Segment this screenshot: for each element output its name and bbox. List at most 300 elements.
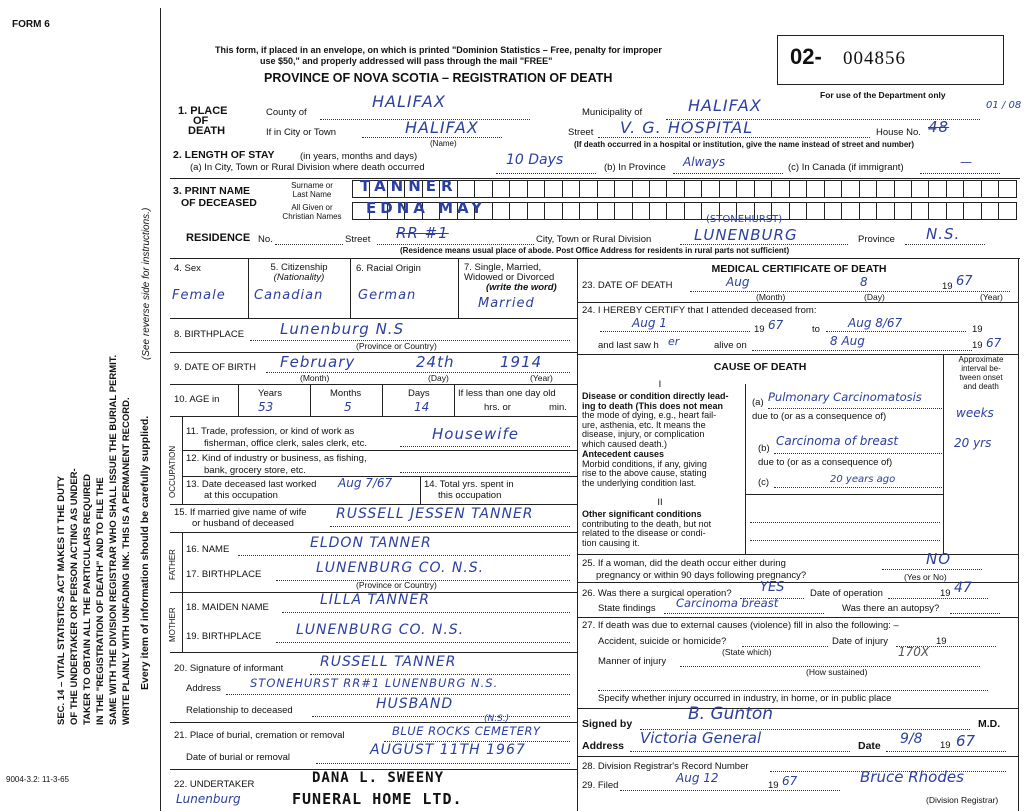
pregnancy-value: NO (926, 550, 952, 568)
alive-on-value: 8 Aug (830, 334, 865, 348)
burial-ns-note: (N.S.) (484, 714, 510, 724)
signature-bottom (577, 756, 1018, 757)
municipality-label: Municipality of (582, 107, 643, 118)
burial-place-label: 21. Place of burial, cremation or removal (174, 730, 345, 741)
surname-value: TANNER (360, 177, 458, 195)
cause-b-line (774, 453, 942, 454)
father-name-value: ELDON TANNER (310, 535, 432, 551)
row-19-bottom (170, 652, 577, 653)
last-worked-divider (420, 476, 421, 504)
pregnancy-label-1: 25. If a woman, did the death occur either during (582, 558, 786, 569)
pregnancy-label-2: pregnancy or within 90 days following pregnancy? (596, 570, 807, 581)
row-15-bottom (170, 532, 577, 533)
dob-year-value: 1914 (500, 353, 543, 371)
other-2: contributing to the death, but not (582, 518, 712, 529)
age-col-1 (238, 384, 239, 416)
sign-nineteen: 19 (940, 740, 951, 751)
registrar-signature: Bruce Rhodes (860, 768, 964, 786)
dod-year-sublabel: (Year) (980, 292, 1003, 302)
side-line-1: SEC. 14 – VITAL STATISTICS ACT MAKES IT THE DUTY (56, 475, 67, 725)
marital-value: Married (478, 296, 535, 311)
spouse-label-2: or husband of deceased (192, 518, 294, 529)
mail-notice-1: This form, if placed in an envelope, on which is printed "Dominion Statistics – Free, penalty for improper (215, 45, 662, 55)
sex-label: 4. Sex (174, 263, 201, 274)
specify-line (598, 690, 988, 691)
pregnancy-label (582, 558, 806, 582)
total-years-label (424, 479, 514, 501)
interval-header (944, 355, 1018, 391)
cause-a-line (768, 408, 942, 409)
interval-3: tween onset (959, 373, 1003, 382)
row-11-bottom (182, 450, 577, 451)
trade-label-2: fisherman, office clerk, sales clerk, etc. (204, 438, 367, 449)
row-26-bottom (577, 617, 1018, 618)
alive-on-line (752, 350, 972, 351)
birthplace-sublabel: (Province or Country) (356, 341, 437, 351)
date-label: Date (858, 740, 881, 752)
sign-year-value: 67 (956, 732, 976, 750)
dob-year-sublabel: (Year) (530, 373, 553, 383)
industry-label (186, 453, 367, 477)
marital-label-2: Widowed or Divorced (464, 272, 555, 283)
hrs-label: hrs. or (484, 402, 511, 413)
surname-label-line2: Last Name (292, 190, 332, 199)
stay-b-line (673, 173, 783, 174)
relationship-label: Relationship to deceased (186, 705, 293, 716)
industry-line (400, 472, 570, 473)
form-number: FORM 6 (12, 19, 50, 30)
mother-birthplace-label: 19. BIRTHPLACE (186, 631, 262, 642)
street-label: Street (568, 127, 594, 138)
stay-a-label: (a) In City, Town or Rural Division where death occurred (190, 162, 425, 173)
father-name-line (238, 555, 570, 556)
marital-label-3: (write the word) (486, 282, 557, 293)
industry-label-1: 12. Kind of industry or business, as fishing, (186, 453, 367, 464)
length-of-stay-units: (in years, months and days) (300, 151, 418, 162)
main-divider (577, 258, 578, 811)
sign-address-line (630, 751, 850, 752)
print-code: 9004-3.2: 11-3-65 (6, 775, 70, 784)
roman-one: I (658, 379, 662, 390)
place-label-2: OF (193, 115, 209, 127)
place-label-3: DEATH (188, 125, 226, 137)
certify-from-line (600, 331, 750, 332)
side-line-8: (See reverse side for instructions.) (141, 207, 152, 360)
occupation-label: OCCUPATION (168, 445, 177, 498)
stay-a-value: 10 Days (506, 152, 564, 168)
spouse-value: RUSSELL JESSEN TANNER (336, 506, 534, 522)
residence-city-label: City, Town or Rural Division (536, 234, 652, 245)
citizenship-value: Canadian (254, 288, 324, 303)
father-birthplace-value: LUNENBURG CO. N.S. (316, 560, 485, 576)
mail-notice-2: use $50," and properly addressed will pass through the mail "FREE" (260, 56, 553, 66)
row-4-bottom (170, 318, 577, 319)
house-number-label: House No. (876, 127, 921, 138)
sex-divider (248, 258, 249, 318)
cause-direct-4: ure, asthenia, etc. It means the (582, 419, 706, 430)
findings-label: State findings (598, 603, 656, 614)
trade-label (186, 426, 367, 450)
operation-date-label: Date of operation (810, 588, 883, 599)
racial-origin-value: German (358, 288, 417, 303)
age-days-value: 14 (414, 400, 430, 414)
cause-c-value: 20 years ago (830, 474, 896, 485)
signed-by-value: B. Gunton (688, 704, 774, 724)
residence-city-line (680, 244, 848, 245)
residence-province-line (905, 244, 985, 245)
spouse-line (330, 526, 570, 527)
stay-b-label: (b) In Province (604, 162, 666, 173)
roman-two: II (657, 497, 663, 508)
row-27-bottom (577, 708, 1018, 709)
undertaker-stamp-2: FUNERAL HOME LTD. (292, 790, 463, 808)
age-col-3 (382, 384, 383, 416)
autopsy-line (950, 613, 1000, 614)
accident-label: Accident, suicide or homicide? (598, 636, 727, 647)
findings-line (664, 613, 824, 614)
pregnancy-line (882, 569, 982, 570)
department-use-label: For use of the Department only (820, 90, 946, 100)
mother-birthplace-line (276, 642, 570, 643)
residence-note: (Residence means usual place of abode. Post Office Address for residents in rural parts not sufficient) (400, 246, 790, 255)
citizenship-label-text: 5. Citizenship (270, 262, 328, 273)
sign-date-line (886, 751, 1006, 752)
filed-line (620, 790, 840, 791)
to-label: to (812, 324, 820, 335)
division-registrar-sublabel: (Division Registrar) (926, 795, 999, 805)
informant-line (310, 674, 570, 675)
attend-from-value: Aug 1 (632, 316, 667, 330)
dod-year-value: 67 (956, 274, 973, 289)
right-border (1018, 258, 1019, 811)
age-label: 10. AGE in (174, 394, 220, 405)
injury-note: 170X (898, 645, 930, 659)
street-value: V. G. HOSPITAL (620, 118, 754, 137)
cause-direct-label (582, 392, 729, 449)
due-to-a: due to (or as a consequence of) (752, 411, 887, 422)
spouse-label-1: 15. If married give name of wife (174, 507, 307, 518)
attend-to-nineteen: 19 (972, 324, 983, 335)
attend-from-year: 67 (768, 318, 784, 332)
age-years-value: 53 (258, 400, 274, 414)
relationship-line (312, 716, 570, 717)
alive-nineteen: 19 (972, 340, 983, 351)
city-value: HALIFAX (405, 118, 479, 137)
other-conditions-label (582, 510, 711, 548)
cause-a-letter: (a) (752, 397, 764, 408)
how-sustained-sublabel: (How sustained) (806, 667, 868, 677)
injury-date-label: Date of injury (832, 636, 888, 647)
sign-address-value: Victoria General (640, 729, 762, 747)
date-of-death-label: 23. DATE OF DEATH (582, 280, 673, 291)
industry-label-2: bank, grocery store, etc. (204, 465, 306, 476)
row-23-bottom (577, 302, 1018, 303)
stay-c-label: (c) In Canada (if immigrant) (788, 162, 904, 173)
given-label-line1: All Given or (291, 203, 333, 212)
cause-direct-6: which caused death.) (582, 438, 668, 449)
external-causes-label: 27. If death was due to external causes (violence) fill in also the following: – (582, 620, 899, 631)
surgery-value: YES (760, 580, 785, 595)
age-years-label: Years (258, 388, 282, 399)
birthplace-value: Lunenburg N.S (280, 320, 405, 338)
undertaker-label: 22. UNDERTAKER (174, 779, 255, 790)
cause-c-letter: (c) (758, 477, 770, 488)
side-line-3: TAKER TO OBTAIN ALL THE PARTICULARS REQUIRED (82, 473, 93, 725)
dod-day-sublabel: (Day) (864, 292, 885, 302)
cause-direct-2: ing to death (This does not mean (582, 400, 724, 411)
marital-label-1: 7. Single, Married, (464, 262, 542, 273)
total-years-label-2: this occupation (438, 490, 502, 501)
birthplace-label: 8. BIRTHPLACE (174, 329, 245, 340)
informant-address-line (226, 694, 570, 695)
alive-year-value: 67 (986, 336, 1002, 350)
name-top-rule (170, 178, 1020, 179)
side-line-7: Every item of information should be carefully supplied. (139, 415, 151, 690)
dod-month-sublabel: (Month) (756, 292, 786, 302)
racial-origin-label: 6. Racial Origin (356, 263, 421, 274)
cause-direct-5: disease, injury, or complication (582, 429, 705, 439)
last-worked-label (186, 479, 316, 501)
address-label: Address (582, 740, 625, 752)
print-name-label-2: OF DECEASED (181, 197, 257, 209)
relationship-value: HUSBAND (376, 696, 454, 712)
county-label: County of (266, 107, 307, 118)
citizenship-label (250, 263, 348, 283)
burial-date-value: AUGUST 11TH 1967 (370, 742, 526, 758)
father-name-label: 16. NAME (186, 544, 230, 555)
antecedent-2: Morbid conditions, if any, giving (582, 458, 707, 469)
dob-month-sublabel: (Month) (300, 373, 330, 383)
residence-no-line (275, 244, 343, 245)
total-years-label-1: 14. Total yrs. spent in (424, 479, 514, 490)
undertaker-stamp-1: DANA L. SWEENY (312, 770, 445, 786)
interval-2: interval be- (961, 364, 1001, 373)
father-birthplace-sublabel: (Province or Country) (356, 580, 437, 590)
residence-label: RESIDENCE (186, 232, 251, 244)
marital-label (464, 263, 557, 293)
op-nineteen: 19 (940, 588, 951, 599)
cause-b-value: Carcinoma of breast (776, 434, 899, 448)
pregnancy-sublabel: (Yes or No) (904, 572, 947, 582)
row-10-bottom (170, 416, 577, 417)
filed-label: 29. Filed (582, 780, 619, 791)
mother-maiden-label: 18. MAIDEN NAME (186, 602, 269, 613)
dob-day-value: 24th (416, 353, 455, 371)
other-line-1 (750, 522, 940, 523)
cause-a-value: Pulmonary Carcinomatosis (768, 390, 922, 404)
autopsy-label: Was there an autopsy? (842, 603, 940, 614)
age-days-label: Days (408, 388, 430, 399)
row-20-bottom (170, 722, 577, 723)
dob-day-sublabel: (Day) (428, 373, 449, 383)
given-label-line2: Christian Names (282, 212, 342, 221)
last-saw-label: and last saw h (598, 340, 659, 351)
burial-place-value: BLUE ROCKS CEMETERY (392, 724, 541, 738)
other-3: related to the disease or condi- (582, 528, 706, 538)
form-title: PROVINCE OF NOVA SCOTIA – REGISTRATION OF DEATH (264, 71, 613, 85)
stay-b-value: Always (683, 155, 726, 169)
last-saw-value: er (668, 335, 680, 348)
cause-b-letter: (b) (758, 443, 770, 454)
trade-line (400, 446, 570, 447)
form-left-border (160, 8, 161, 811)
findings-value: Carcinoma breast (676, 596, 779, 610)
city-name-sublabel: (Name) (430, 139, 457, 148)
last-worked-label-2: at this occupation (204, 490, 278, 501)
residence-city-note: (STONEHURST) (706, 214, 783, 225)
age-months-value: 5 (344, 400, 352, 414)
mother-divider (182, 592, 183, 652)
municipality-value: HALIFAX (688, 96, 762, 115)
mother-maiden-line (282, 612, 570, 613)
dob-label: 9. DATE OF BIRTH (174, 362, 256, 373)
residence-street-value: RR #1 (396, 224, 449, 242)
cause-inner-divider (745, 384, 746, 554)
certify-to-line (826, 331, 966, 332)
row-25-bottom (577, 582, 1018, 583)
antecedent-1: Antecedent causes (582, 449, 665, 459)
min-label: min. (549, 402, 567, 413)
father-divider (182, 532, 183, 592)
row-9-bottom (170, 384, 577, 385)
operation-date-line (888, 598, 988, 599)
cause-direct-1: Disease or condition directly lead- (582, 391, 729, 401)
attend-to-value: Aug 8/67 (848, 316, 903, 330)
sign-date-value: 9/8 (900, 731, 923, 747)
dob-month-value: February (280, 353, 356, 371)
main-top-rule (170, 258, 1020, 259)
age-col-2 (310, 384, 311, 416)
other-1: Other significant conditions (582, 509, 702, 519)
last-worked-value: Aug 7/67 (338, 476, 393, 490)
side-line-2: OF THE UNDERTAKER OR PERSON ACTING AS UNDER- (69, 468, 80, 725)
citizenship-divider (350, 258, 351, 318)
residence-no-label: No. (258, 234, 273, 245)
burial-date-line (316, 763, 570, 764)
informant-address-label: Address (186, 683, 221, 694)
trade-value: Housewife (432, 425, 519, 443)
filed-year-value: 67 (782, 774, 798, 788)
state-which-sublabel: (State which) (722, 647, 772, 657)
row-13-bottom (170, 504, 577, 505)
informant-value: RUSSELL TANNER (320, 654, 457, 670)
father-label: FATHER (168, 549, 177, 580)
spouse-label (174, 507, 307, 529)
residence-street-label: Street (345, 234, 371, 245)
antecedent-label (582, 450, 707, 488)
hospital-note: (If death occurred in a hospital or institution, give the name instead of street and number) (574, 140, 915, 149)
stay-c-value: — (960, 155, 972, 169)
interval-b-value: 20 yrs (954, 436, 992, 450)
residence-province-label: Province (858, 234, 895, 245)
print-name-label-1: 3. PRINT NAME (173, 185, 251, 197)
age-months-label: Months (330, 388, 362, 399)
dod-day-value: 8 (860, 275, 868, 289)
department-marks: 01 / 08 (986, 100, 1022, 111)
age-col-4 (454, 384, 455, 416)
length-of-stay-label: 2. LENGTH OF STAY (173, 149, 275, 161)
antecedent-3: rise to the above cause, stating (582, 468, 707, 478)
cause-bottom (577, 554, 1018, 555)
undertaker-location: Lunenburg (176, 792, 241, 806)
mother-birthplace-value: LUNENBURG CO. N.S. (296, 622, 465, 638)
city-label: If in City or Town (266, 127, 337, 138)
given-names-label (276, 203, 348, 221)
certify-label: 24. I HEREBY CERTIFY that I attended deceased from: (582, 305, 817, 316)
surname-label (276, 181, 348, 199)
occupation-divider (182, 416, 183, 504)
dod-nineteen: 19 (942, 281, 953, 292)
interval-a-value: weeks (956, 406, 994, 420)
county-value: HALIFAX (372, 92, 446, 111)
mother-label: MOTHER (168, 607, 177, 642)
side-line-4: IN THE "REGISTRATION OF DEATH" AND TO FILE THE (95, 477, 106, 725)
specify-label: Specify whether injury occurred in industry, in home, or in public place (598, 693, 892, 704)
registration-number: 004856 (843, 48, 906, 69)
interval-4: and death (963, 382, 999, 391)
surgery-label: 26. Was there a surgical operation? (582, 588, 732, 599)
side-line-6: WRITE PLAINLY WITH UNFADING INK. THIS IS A PERMANENT RECORD. (121, 397, 132, 725)
antecedent-bottom (745, 494, 943, 495)
surname-label-line1: Surname or (291, 181, 333, 190)
cause-direct-3: the mode of dying, e.g., heart fail- (582, 410, 717, 420)
interval-1: Approximate (958, 355, 1004, 364)
operation-year-value: 47 (954, 580, 972, 596)
mother-maiden-value: LILLA TANNER (320, 592, 430, 608)
nationality-sublabel: (Nationality) (273, 272, 325, 283)
stay-a-line (496, 173, 596, 174)
filed-value: Aug 12 (676, 771, 719, 785)
alive-on-label: alive on (714, 340, 747, 351)
manner-label: Manner of injury (598, 656, 667, 667)
sex-value: Female (172, 288, 226, 303)
cause-title: CAUSE OF DEATH (713, 361, 807, 373)
city-line (362, 137, 502, 138)
racial-divider (458, 258, 459, 318)
trade-label-1: 11. Trade, profession, or kind of work as (186, 426, 355, 437)
other-4: tion causing it. (582, 537, 640, 548)
burial-date-label: Date of burial or removal (186, 752, 291, 763)
informant-label: 20. Signature of informant (174, 663, 284, 674)
date-of-death-line (690, 291, 1010, 292)
registrar-record-label: 28. Division Registrar's Record Number (582, 761, 749, 772)
filed-nineteen: 19 (768, 780, 779, 791)
injury-nineteen: 19 (936, 636, 947, 647)
informant-address-value: STONEHURST RR#1 LUNENBURG N.S. (250, 676, 499, 690)
cause-c-line (774, 487, 942, 488)
due-to-b: due to (or as a consequence of) (758, 457, 893, 468)
antecedent-4: the underlying condition last. (582, 477, 697, 488)
given-names-value: EDNA MAY (366, 199, 487, 217)
dod-month-value: Aug (726, 275, 750, 289)
side-line-5: SAME WITH THE DIVISION REGISTRAR WHO SHALL ISSUE THE BURIAL PERMIT. (108, 354, 119, 725)
if-less-label: If less than one day old (458, 388, 556, 399)
place-label-1: 1. PLACE (178, 105, 228, 117)
residence-province-value: N.S. (926, 225, 961, 243)
house-number-value: 48 (928, 118, 950, 136)
stay-c-line (920, 173, 1000, 174)
md-label: M.D. (978, 718, 1001, 730)
signed-by-label: Signed by (582, 718, 633, 730)
residence-street-line (377, 244, 534, 245)
last-worked-label-1: 13. Date deceased last worked (186, 479, 317, 490)
street-line (598, 137, 870, 138)
residence-city-value: LUNENBURG (694, 226, 798, 244)
registration-prefix: 02- (790, 44, 822, 69)
father-birthplace-label: 17. BIRTHPLACE (186, 569, 262, 580)
attend-from-nineteen: 19 (754, 324, 765, 335)
other-line-2 (750, 540, 940, 541)
